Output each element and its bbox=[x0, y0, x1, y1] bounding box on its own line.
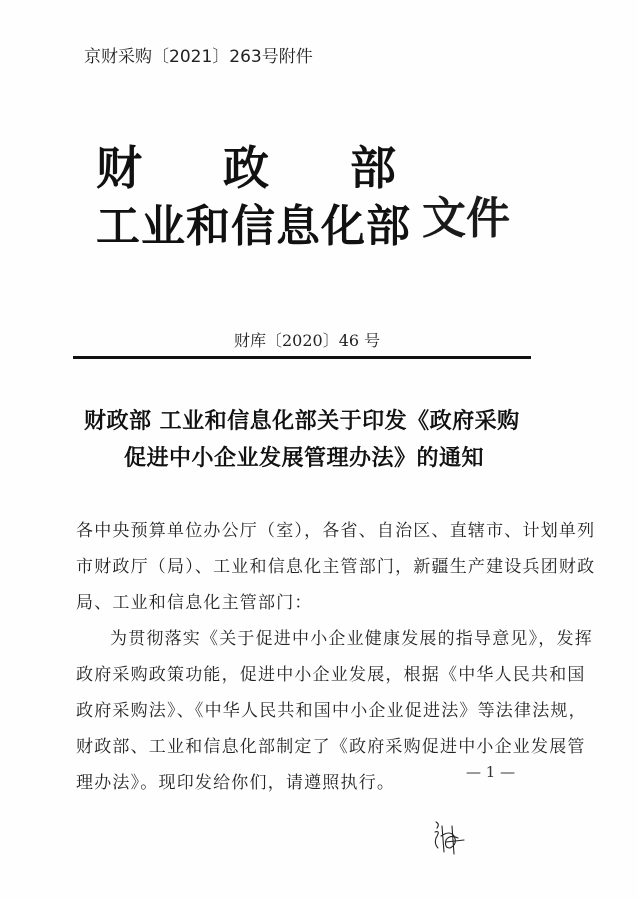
body-paragraph-line: 为贯彻落实《关于促进中小企业健康发展的指导意见》，发挥 bbox=[110, 629, 593, 649]
addressee-line: 各中央预算单位办公厅（室），各省、自治区、直辖市、计划单列 bbox=[76, 521, 596, 541]
issuer-char: 财 bbox=[96, 141, 142, 195]
issuer-line-miit: 工业和信息化部 bbox=[96, 201, 411, 252]
handwritten-signature-icon bbox=[432, 818, 466, 856]
attachment-note: 京财采购〔2021〕263号附件 bbox=[84, 47, 313, 67]
document-type-label: 文件 bbox=[422, 193, 510, 244]
addressee-line: 局、工业和信息化主管部门： bbox=[76, 593, 313, 613]
notice-title-line-2: 促进中小企业发展管理办法》的通知 bbox=[124, 445, 485, 471]
issuer-char: 政 bbox=[223, 141, 269, 195]
addressee-line: 市财政厅（局）、工业和信息化主管部门，新疆生产建设兵团财政 bbox=[76, 557, 596, 577]
body-paragraph-line: 政府采购政策功能，促进中小企业发展，根据《中华人民共和国 bbox=[76, 665, 586, 685]
issuer-char: 部 bbox=[350, 141, 396, 195]
body-paragraph-line: 政府采购法》、《中华人民共和国中小企业促进法》等法律法规， bbox=[76, 701, 587, 721]
notice-title-line-1: 财政部 工业和信息化部关于印发《政府采购 bbox=[84, 408, 520, 434]
header-divider bbox=[73, 356, 531, 359]
issuer-line-ministry-of-finance bbox=[96, 141, 396, 195]
body-paragraph-line: 财政部、工业和信息化部制定了《政府采购促进中小企业发展管 bbox=[76, 737, 586, 757]
body-paragraph-line: 理办法》。现印发给你们，请遵照执行。 bbox=[76, 773, 396, 793]
page-number: — 1 — bbox=[466, 763, 516, 781]
document-number: 财库〔2020〕46 号 bbox=[234, 331, 381, 350]
